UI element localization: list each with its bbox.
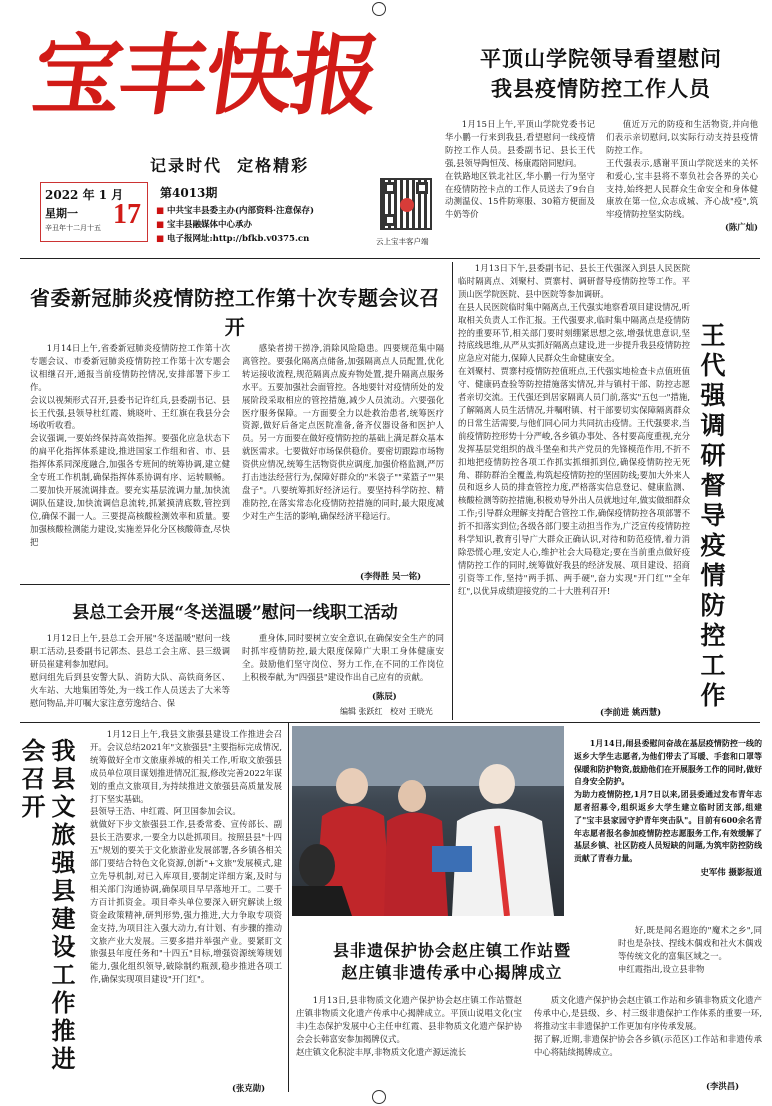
qr-code[interactable]	[380, 178, 432, 230]
article-right-byline: (李前进 姚西慧)	[600, 707, 662, 717]
crop-mark-bottom	[372, 1090, 386, 1104]
article-top-col2	[606, 118, 758, 252]
info-sponsor: ■ 中共宝丰县委主办(内部资料·注意保存)	[156, 206, 315, 216]
article-top-title-2: 我县疫情防控工作人员	[491, 76, 711, 101]
editor-line: 编辑 张跃红 校对 王晓光	[340, 707, 433, 716]
publisher-text: 宝丰县融媒体中心承办	[167, 220, 253, 230]
article-heritage-col-right-text: 好,既是闻名遐迩的"魔术之乡",同时也是杂技、捏线木偶戏和社火木偶戏等传统文化的富集区域之一。 申红霞指出,设立县非物	[618, 925, 762, 974]
photo-dark-coat	[292, 886, 352, 916]
article-heritage-title-2: 赵庄镇非遗传承中心揭牌成立	[341, 963, 563, 982]
date-year-month: 2022 年 1 月	[45, 188, 124, 202]
article-right-body-text: 1月13日下午,县委副书记、县长王代强深入到县人民医院临时隔离点、刘聚村、贾寨村、调研督导疫情防控等工作。平顶山医学院医院、县中医院等参加调研。 在县人民医院临时集中隔离点,王代强实地察看项目建设情况,听取相关负责人工作汇报。王代强要求,临时集中隔离点是疫情防控的重要环节,相关部门要时刻绷紧思想之弦,增强忧患意识,坚持底线思维,从严从实抓好隔离点建设,进一步提升我县疫情防控应急应对能力,保障人民群众生命健康安全。 在刘聚村、贾寨村疫情防控值班点,王代强实地检查卡点值班值守、健康码查验等防控措施落实情况,并与镇村干部、防控志愿者亲切交流。王代强还到居家隔离人员门前,落实"五包一"措施,了解隔离人员生活情况,并嘱咐镇、村干部要切实保障隔离群众的日常生活需要,与他们同心同力共同抗击疫情。王代强要求,当前疫情防控形势十分严峻,各乡镇办事处、各村要高度重视,充分发挥基层党组织的战斗堡垒和共产党员的先锋模范作用,不折不扣地把疫情防控各项工作抓实抓细抓到位,确保疫情防控无死角、群防群治全覆盖,构筑起疫情防控的坚固防线;要加大外来人员和返乡人员的排查管控力度,严格落实信息登记、健康监测、核酸检测等防控措施,积极劝导外出人员就地过年,做实做细群众工作;引导群众理解支持配合管控工作,确保疫情防控各项部署不折不扣落实到位;各级各部门要主动担当作为,广泛宣传疫情防控科学知识,教育引导广大群众正确认识,对待和防范疫情,着力消除恐慌心理,安定人心,维护社会大局稳定;要在当前重点做好疫情防控工作的同时,统筹做好我县的经济发展、项目建设、招商引资等工作,坚持"两手抓、两手硬",奋力实现"开门红""全年红",以优异成绩迎接党的二十大胜利召开!	[458, 263, 690, 596]
article-main-col1-text: 1月14日上午,省委新冠肺炎疫情防控工作第十次专题会议、市委新冠肺炎疫情防控工作第十次专题会议相继召开,通报当前疫情防控情况,安排部署下步工作。 会议以视频形式召开,县委书记许红兵,县委副书记、县长王代强,县领导杜红霞、姚晓叶、王红旗在我县分会场收听收看。 会议强调,一要始终保持高效指挥。要强化应急状态下的扁平化指挥体系建设,推进国家工作组和省、市、县指挥体系同深度融合,加强各专班间的统筹协调,建立健全专班工作机制,确保指挥体系协调有序、运转顺畅。二要加快开展流调排查。要充实基层流调力量,加快流调队伍建设,加快流调信息流转,抓紧摸清底数,管控到位,确保不漏一人。三要提高核酸检测效率和质量。要加强核酸检测能力建设,实施差异化分区核酸筛查,尽快把	[30, 343, 230, 547]
photo-sky	[292, 726, 564, 786]
article-right-body	[458, 262, 690, 718]
info-website: ■ 电子报网址:http://bfkb.v0375.cn	[156, 234, 310, 244]
info-publisher: ■ 宝丰县融媒体中心承办	[156, 220, 253, 230]
photo-scene	[292, 726, 564, 916]
photo-gift	[432, 846, 472, 872]
article-union-col1-text: 1月12日上午,县总工会开展"冬送温暖"慰问一线职工活动,县委副书记郭杰、县总工会主席、县三级调研员崔建利参加慰问。 慰问组先后到县安警大队、消防大队、高铁商务区、火车站、大地集团等处,为一线工作人员送去了大米等慰问物品,并叮嘱大家注意劳逸结合、保	[30, 633, 230, 708]
article-union-col2	[242, 632, 444, 704]
date-box	[40, 182, 148, 242]
article-main-col2-text: 感染者捞干捞净,消除风险隐患。四要规范集中隔离管控。要强化隔离点储备,加强隔离点人员配置,优化转运接收流程,规范隔离点废弃物处置,提升隔离点服务水平。五要加强社会面管控。各地要针对疫情所处的发展阶段采取相应的管控措施,减少人员流动。六要强化医疗服务保障。一方面要全力以赴救治患者,统筹医疗资源,做好后备定点医院准备,备齐仪器设备和医护人员。另一方面要在做好疫情防控的基础上满足群众基本就医需求。七要做好市场保供稳价。要密切跟踪市场物资供应情况,统筹生活物资供应调度,加强价格监测,严厉打击违法经营行为,保障好群众的"米袋子""菜篮子""果盘子"。八要统筹抓好经济运行。要坚持科学防控、精准防控,在落实常态化疫情防控措施的同时,最大限度减少对生产生活的影响,确保经济平稳运行。	[242, 343, 444, 521]
photo-person-head	[479, 764, 515, 804]
article-heritage-col1	[296, 994, 522, 1078]
article-main-title: 省委新冠肺炎疫情防控工作第十次专题会议召开	[30, 286, 440, 339]
qr-caption: 云上宝丰客户端	[376, 237, 429, 246]
article-main-byline: (李得胜 吴一铭)	[360, 571, 422, 581]
masthead	[20, 14, 440, 254]
sponsor-text: 中共宝丰县委主办(内部资料·注意保存)	[167, 206, 315, 216]
slogan: 记录时代 定格精彩	[150, 156, 310, 175]
photo-caption-text: 1月14日,闹县委慰问奋战在基层疫情防控一线的返乡大学生志愿者,为他们带去了耳暖、手套和口罩等保暖和防护物资,鼓励他们在开展服务工作的同时,做好自身安全防护。 为助力疫情防控,1月7日以来,团县委通过发布青年志愿者招募令,组织返乡大学生建立临时团支部,组建了"宝丰县家园守护青年突击队"。目前有600余名青年志愿者报名参加疫情防控志愿服务工作,有效缓解了基层乡镇、社区防疫人员短缺的问题,为筑牢防控防线贡献了青春力量。	[574, 739, 762, 864]
article-heritage-title-1: 县非遗保护协会赵庄镇工作站暨	[332, 941, 571, 960]
article-tourism-body	[90, 728, 282, 1080]
article-tourism-byline: (张克勋)	[232, 1083, 266, 1093]
article-heritage-col-right	[618, 924, 762, 990]
article-tourism-vertical-title: 我县文旅强县建设工作推进会召开	[17, 738, 76, 1074]
news-photo	[292, 726, 564, 916]
article-heritage-col2-text: 质文化遗产保护协会赵庄镇工作站和乡镇非物质文化遗产传承中心,是县级、乡、村三级非遗保护工作体系的重要一环,将推动宝丰非遗保护工作更加有序传承发展。 据了解,近期,非遗保护协会各乡镇(示范区)工作站和非遗传承中心将陆续揭牌成立。	[534, 995, 762, 1057]
article-main-col1	[30, 342, 230, 562]
photo-caption	[574, 738, 762, 914]
article-top-byline: (陈广灿)	[724, 222, 758, 233]
article-top-col1-text: 1月15日上午,平顶山学院党委书记华小鹏一行来到我县,看望慰问一线疫情防控工作人员。县委副书记、县长王代强,县领导陶恒茂、杨康霞陪同慰问。 在铁路地区铁北社区,华小鹏一行为坚守在疫情防控卡点的工作人员送去了9台自动测温仪、15件防寒服、30箱方便面及牛奶等价	[445, 119, 595, 220]
article-heritage-byline: (李洪昌)	[706, 1081, 740, 1091]
issue-number: 第4013期	[160, 186, 218, 200]
article-union-col1	[30, 632, 230, 716]
article-heritage-headline	[292, 940, 612, 984]
website-link[interactable]: 电子报网址:http://bfkb.v0375.cn	[167, 234, 310, 244]
article-union-title: 县总工会开展“冬送温暖”慰问一线职工活动	[72, 603, 398, 623]
article-right-vertical-title: 王代强调研督导疫情防控工作	[697, 322, 726, 712]
article-tourism-body-text: 1月12日上午,我县文旅强县建设工作推进会召开。会议总结2021年"文旅强县"主要指标完成情况,统筹做好全市文旅康养城的相关工作,听取文旅强县成员单位项目谋划推进情况汇报,修改完善2022年谋划的重点文旅项目,为持续推进文旅强县高质量发展打下坚实基础。 县领导王浩、申红霞、阿卫国参加会议。 就做好下步文旅强县工作,县委常委、宣传部长、副县长王浩要求,一要全力以赴抓项目。按照县县"十四五"规划的要关于文化旅游业发展部署,各乡镇各相关部门要结合特色文化资源,创新"+文旅"发展模式,建立先导机制,对已入库项目,要制定详细方案,及时与相关部门沟通协调,确保项目早早落地开工。二要千方百计抓资金。项目牵头单位要深入研究解读上级资金政策精神,研判形势,强力推进,大力争取专项资金支持,为项目注入强大动力,有计划、有步骤的推动文旅产业大发展。三要多措并举强产业。要紧盯文旅强县年度任务和"十四五"目标,增强资源统筹规划能力,强化组织领导,破除制约瓶颈,稳步推进各项工作,确保实现项目建设"开门红"。	[90, 729, 282, 985]
article-top-title-1: 平顶山学院领导看望慰问	[480, 46, 722, 71]
date-day: 17	[113, 199, 141, 230]
date-lunar: 辛丑年十二月十五	[45, 224, 101, 232]
article-heritage-col2	[534, 994, 762, 1078]
newspaper-logo: 宝丰快报	[26, 23, 386, 127]
article-heritage-col1-text: 1月13日,县非物质文化遗产保护协会赵庄镇工作站暨赵庄镇非物质文化遗产传承中心揭牌成立。平顶山说唱文化(宝丰)生态保护发展中心主任申红霞、县非物质文化遗产保护协会会长韩富安参加揭牌仪式。 赵庄镇文化积淀丰厚,非物质文化遗产源远流长	[296, 995, 522, 1057]
photo-person-head	[398, 780, 426, 812]
article-top-col1	[445, 118, 595, 252]
photo-person-head	[336, 768, 368, 804]
article-top-col2-text: 值近万元的防疫和生活物资,并向他们表示亲切慰问,以实际行动支持县疫情防控工作。 王代强表示,感谢平顶山学院送来的关怀和爱心,宝丰县将不辜负社会各界的关心支持,始终把人民群众生命安全和身体健康放在第一位,众志成城、齐心战"疫",筑牢疫情防控坚实防线。	[606, 119, 758, 220]
photo-byline: 史军伟 摄影报道	[700, 866, 762, 877]
article-top-headline	[446, 44, 756, 104]
date-weekday: 星期一	[45, 207, 78, 220]
article-union-byline: (陈辰)	[372, 691, 397, 701]
article-main-col2	[242, 342, 444, 562]
article-union-col2-text: 重身体,同时要树立安全意识,在确保安全生产的同时抓牢疫情防控,最大限度保障广大职工身体健康安全。鼓励他们坚守岗位、努力工作,在不同的工作岗位上积极奉献,为"四强县"建设作出自己应有的贡献。	[242, 633, 444, 682]
photo-person-head	[299, 844, 335, 888]
